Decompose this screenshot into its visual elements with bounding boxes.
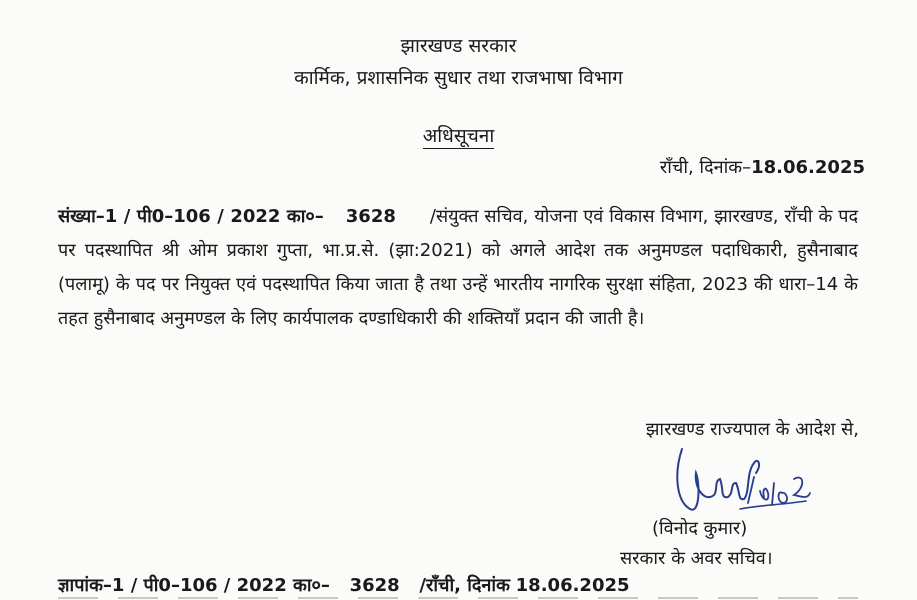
- notification-body: /संयुक्त सचिव, योजना एवं विकास विभाग, झारखण्ड, राँची के पद पर पदस्थापित श्री ओम प्रकाश गुप्ता, भा.प्र.से. (झा:2021) को अगले आदेश तक अनुमण्डल पदाधिकारी, हुसैनाबाद (पलामू) के पद पर नियुक्त एवं पदस्थापित किया जाता है तथा उन्हें भारतीय नागरिक सुरक्षा संहिता, 2023 की धारा–14 के तहत हुसैनाबाद अनुमण्डल के लिए कार्यपालक दण्डाधिकारी की शक्तियाँ प्रदान की जाती है।: [58, 206, 859, 329]
- signatory-name: (विनोद कुमार): [652, 518, 748, 539]
- handwritten-signature: [670, 443, 820, 523]
- memo-date: 18.06.2025: [515, 575, 630, 596]
- cropped-next-line: [58, 596, 858, 600]
- memo-date-label: /राँची, दिनांक: [419, 575, 510, 596]
- government-name: झारखण्ड सरकार: [400, 35, 517, 57]
- notification-title-text: अधिसूचना: [422, 125, 495, 147]
- signatory-designation: सरकार के अवर सचिव।: [620, 548, 773, 569]
- memo-ref-number: 3628: [349, 575, 400, 596]
- order-line: झारखण्ड राज्यपाल के आदेश से,: [645, 419, 859, 440]
- memo-ref-label: ज्ञापांक–1 / पी0–106 / 2022 का०–: [58, 575, 330, 596]
- notification-title: [0, 122, 917, 148]
- dateline: [660, 155, 865, 179]
- department-name: कार्मिक, प्रशासनिक सुधार तथा राजभाषा विभाग: [294, 67, 623, 89]
- notification-paragraph: [58, 200, 858, 336]
- memo-line: [58, 573, 630, 597]
- notification-ref-label: संख्या–1 / पी0–106 / 2022 का०–: [58, 206, 324, 227]
- notification-ref-number: 3628: [345, 206, 396, 227]
- dateline-date: 18.06.2025: [751, 157, 865, 178]
- dateline-place: राँची, दिनांक–: [659, 157, 752, 178]
